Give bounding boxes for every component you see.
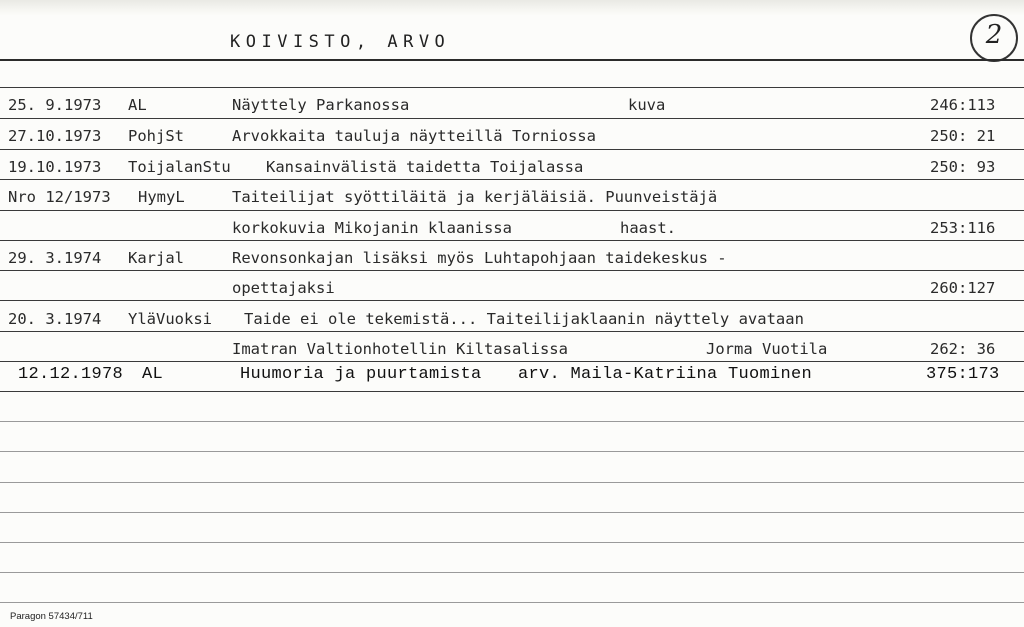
- ruled-line: [0, 451, 1024, 452]
- card-top-edge: [0, 0, 1024, 16]
- entry-reference: 262: 36: [930, 340, 996, 358]
- entry-date: 20. 3.1974: [8, 310, 102, 328]
- card-print-code: Paragon 57434/711: [10, 611, 93, 622]
- ruled-line: [0, 149, 1024, 150]
- entry-source: Karjal: [128, 249, 184, 267]
- entry-source: HymyL: [138, 188, 185, 206]
- ruled-line: [0, 331, 1024, 332]
- entry-date: 27.10.1973: [8, 127, 102, 145]
- ruled-line: [0, 300, 1024, 301]
- entry-date: 25. 9.1973: [8, 96, 102, 114]
- entry-title-continued: opettajaksi: [232, 279, 335, 297]
- entry-source: PohjSt: [128, 127, 184, 145]
- entry-title: Revonsonkajan lisäksi myös Luhtapohjaan taidekeskus -: [232, 249, 727, 267]
- entry-date: 19.10.1973: [8, 158, 102, 176]
- ruled-line: [0, 87, 1024, 88]
- ruled-line: [0, 270, 1024, 271]
- ruled-line: [0, 512, 1024, 513]
- entry-title: Taide ei ole tekemistä... Taiteilijaklaanin näyttely avataan: [244, 310, 804, 328]
- card-heading: KOIVISTO, ARVO: [230, 32, 451, 52]
- entry-reference: 250: 93: [930, 158, 996, 176]
- entry-reference: 246:113: [930, 96, 996, 114]
- entry-title: Kansainvälistä taidetta Toijalassa: [266, 158, 584, 176]
- card-number: 2: [985, 20, 1003, 50]
- entry-title: Arvokkaita tauluja näytteillä Torniossa: [232, 127, 596, 145]
- entry-title-continued: korkokuvia Mikojanin klaanissa: [232, 219, 512, 237]
- entry-note: Jorma Vuotila: [706, 340, 828, 358]
- ruled-line: [0, 421, 1024, 422]
- entry-reference: 253:116: [930, 219, 996, 237]
- entry-source: ToijalanStu: [128, 158, 231, 176]
- entry-date: 12.12.1978: [18, 365, 124, 384]
- entry-source: AL: [142, 365, 164, 384]
- entry-note: kuva: [628, 96, 666, 114]
- entry-title: Näyttely Parkanossa: [232, 96, 410, 114]
- ruled-line: [0, 602, 1024, 603]
- entry-title: Huumoria ja puurtamista: [240, 365, 482, 384]
- entry-reference: 260:127: [930, 279, 996, 297]
- entry-source: AL: [128, 96, 147, 114]
- ruled-line: [0, 210, 1024, 211]
- entry-reference: 250: 21: [930, 127, 996, 145]
- ruled-line: [0, 118, 1024, 119]
- card-number-circle: [970, 14, 1018, 62]
- entry-source: YläVuoksi: [128, 310, 212, 328]
- entry-title-continued: Imatran Valtionhotellin Kiltasalissa: [232, 340, 568, 358]
- entry-reference: 375:173: [926, 365, 1000, 384]
- entry-date: 29. 3.1974: [8, 249, 102, 267]
- entry-date: Nro 12/1973: [8, 188, 111, 206]
- ruled-line: [0, 391, 1024, 392]
- ruled-line: [0, 361, 1024, 362]
- entry-note: arv. Maila-Katriina Tuominen: [518, 365, 813, 384]
- entry-title: Taiteilijat syöttiläitä ja kerjäläisiä. Puunveistäjä: [232, 188, 718, 206]
- ruled-line: [0, 240, 1024, 241]
- ruled-line: [0, 572, 1024, 573]
- ruled-line: [0, 482, 1024, 483]
- heading-rule: [0, 59, 1024, 61]
- ruled-line: [0, 179, 1024, 180]
- entry-note: haast.: [620, 219, 676, 237]
- ruled-line: [0, 542, 1024, 543]
